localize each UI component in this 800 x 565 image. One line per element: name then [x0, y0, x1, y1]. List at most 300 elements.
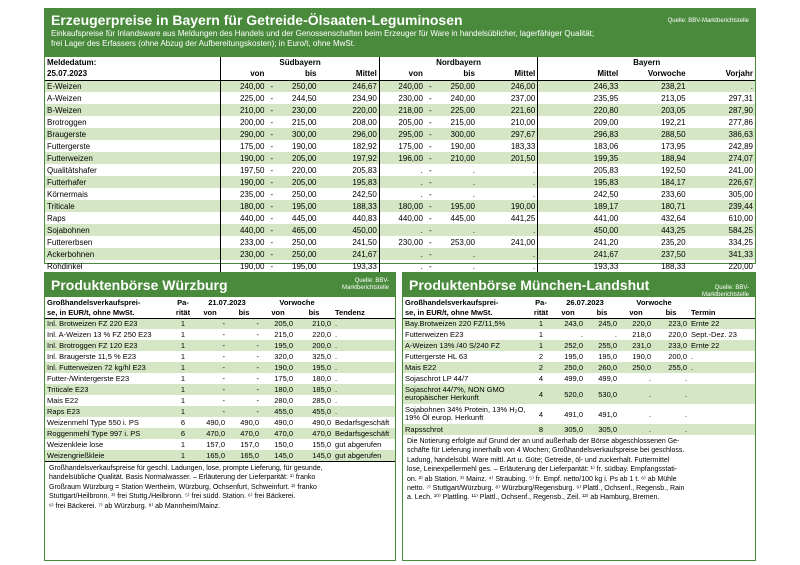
table-cell: 213,05: [661, 93, 686, 103]
table-cell: -: [428, 261, 432, 271]
table-cell: 195,83: [538, 176, 620, 188]
product-header: Großhandelsverkaufsprei-: [47, 297, 141, 307]
table-cell: 210,00: [221, 104, 267, 116]
product-name: Futterweizen E23: [405, 330, 464, 339]
table-cell: 238,21: [620, 80, 687, 92]
table-cell: 280,0: [274, 396, 294, 405]
table-cell: 250,00: [292, 237, 317, 247]
table-cell: 220,00: [319, 104, 380, 116]
table-cell: 470,0: [193, 428, 227, 439]
table-cell: 210,00: [436, 152, 477, 164]
table-cell: 1: [531, 340, 551, 351]
table-cell: -: [266, 128, 277, 140]
product-name: Mais E22: [403, 362, 531, 373]
table-cell: 470,0: [261, 428, 295, 439]
table-cell: 155,0: [312, 440, 332, 449]
col-header: Vorwoche: [647, 69, 686, 79]
table-cell: 223,0: [653, 318, 689, 329]
product-name: B-Weizen: [45, 104, 221, 116]
table-row: [45, 188, 755, 200]
table-cell: -: [266, 248, 277, 260]
product-name: Rohdinkel: [47, 261, 83, 271]
table-cell: 242,50: [352, 189, 377, 199]
table-cell: 450,00: [538, 224, 620, 236]
meldedatum-label: Meldedatum:: [47, 58, 97, 67]
table-cell: -: [428, 189, 432, 199]
table-cell: -: [270, 189, 274, 199]
table-cell: -: [227, 340, 261, 351]
table-cell: .: [436, 224, 477, 236]
col-header: bis: [463, 69, 475, 79]
table-cell: 193,33: [538, 260, 620, 272]
table-cell: 225,00: [436, 104, 477, 116]
table-cell: -: [266, 200, 277, 212]
table-cell: .: [614, 330, 618, 339]
table-cell: 208,00: [352, 117, 377, 127]
table-cell: -: [256, 396, 260, 405]
table-cell: 195,00: [277, 200, 318, 212]
table-cell: 241,50: [352, 237, 377, 247]
intro-line-2: frei Lager des Erfassers (ohne Abzug der Aufbereitungskosten); in Euro/t, ohne MwSt.: [51, 39, 356, 48]
table-cell: .: [379, 248, 425, 260]
table-cell: 440,83: [352, 213, 377, 223]
table-cell: 1: [180, 440, 186, 449]
table-row: [45, 212, 755, 224]
table-cell: 1: [180, 352, 186, 361]
product-name: Inl. A-Weizen 13 % FZ 250 E23: [47, 330, 152, 339]
note-line: Ladung, handelsübl. Ware mittl. Art u. Güte; Getreide, öl- und zuckerhalt. Futtermittel: [407, 456, 670, 464]
table-row: [45, 164, 755, 176]
table-cell: 183,33: [510, 141, 536, 151]
table-cell: -: [227, 318, 261, 329]
table-row: [403, 404, 755, 424]
table-cell: .: [333, 340, 395, 351]
table-cell: 386,63: [688, 128, 755, 140]
table-cell: 1: [180, 396, 186, 405]
table-cell: 220,0: [668, 330, 688, 339]
table-cell: 215,0: [274, 330, 294, 339]
table-cell: -: [266, 104, 277, 116]
table-cell: 490,0: [206, 418, 225, 427]
table-cell: 441,00: [538, 212, 620, 224]
table-cell: 165,0: [193, 450, 227, 461]
table-cell: -: [425, 128, 436, 140]
note-line: Großhandelsverkaufspreise für geschl. Ladungen, lose, prompte Lieferung, für gesunde,: [49, 465, 323, 472]
muenchen-notes: [403, 435, 755, 505]
table-cell: 210,0: [295, 318, 333, 329]
table-cell: .: [379, 224, 425, 236]
product-name: Inl. Brotroggen FZ 120 E23: [45, 340, 173, 351]
wuerzburg-notes: [45, 461, 395, 513]
bis-header: bis: [596, 307, 608, 317]
table-cell: 203,05: [620, 104, 687, 116]
table-cell: 1: [173, 318, 193, 329]
table-cell: .: [689, 362, 755, 373]
table-cell: .: [335, 396, 338, 405]
table-cell: -: [270, 117, 274, 127]
table-cell: 182,92: [352, 141, 377, 151]
table-cell: Bedarfsgeschäft: [335, 418, 390, 427]
table-row: [45, 450, 395, 461]
table-cell: -: [425, 104, 436, 116]
table-cell: .: [379, 188, 425, 200]
table-cell: -: [222, 374, 225, 383]
source-label: [342, 278, 389, 292]
table-row: [45, 395, 395, 406]
table-cell: -: [425, 152, 436, 164]
table-cell: 241,67: [319, 248, 380, 260]
table-cell: 470,0: [227, 428, 261, 439]
table-cell: 240,00: [221, 80, 267, 92]
wuerzburg-rows: [45, 318, 395, 461]
muenchen-table: [403, 297, 755, 435]
tendenz-header: Tendenz: [335, 307, 365, 317]
col-header: von: [221, 68, 267, 80]
table-cell: 465,00: [277, 224, 318, 236]
table-cell: 274,07: [688, 152, 755, 164]
table-cell: .: [580, 330, 583, 339]
product-name: A-Weizen 13% /40 S/240 FZ: [403, 340, 531, 351]
table-cell: 195,0: [564, 352, 583, 361]
termin-header: Termin: [691, 307, 716, 317]
wuerzburg-table: [45, 297, 395, 461]
table-cell: 220,80: [538, 104, 620, 116]
table-cell: 200,0: [668, 352, 688, 361]
source-label: Quelle: BBV-Marktberichtstelle: [667, 18, 749, 24]
table-cell: 205,00: [277, 176, 318, 188]
table-cell: 197,92: [319, 152, 380, 164]
table-cell: 246,00: [477, 80, 538, 92]
table-cell: 233,60: [661, 189, 686, 199]
table-cell: 499,0: [564, 374, 583, 383]
table-cell: 145,0: [261, 450, 295, 461]
erzeugerpreise-head: [45, 57, 755, 80]
table-row: [45, 362, 395, 373]
table-row: [45, 152, 755, 164]
table-cell: 440,00: [221, 212, 267, 224]
table-cell: -: [222, 396, 225, 405]
table-cell: 325,0: [312, 352, 332, 361]
table-cell: 2: [538, 352, 544, 361]
table-cell: 173,95: [661, 141, 686, 151]
table-cell: 226,67: [688, 176, 755, 188]
group-nordbayern: Nordbayern: [379, 57, 537, 68]
table-cell: .: [472, 261, 475, 271]
table-row: [45, 128, 755, 140]
table-cell: 225,00: [221, 92, 267, 104]
table-cell: .: [379, 176, 425, 188]
table-cell: 250,00: [277, 248, 318, 260]
table-cell: 6: [180, 418, 186, 427]
product-name: Braugerste: [45, 128, 221, 140]
source-line: Quelle: BBV-: [714, 285, 749, 291]
table-cell: 4: [538, 374, 544, 383]
table-row: [45, 224, 755, 236]
table-cell: 210,00: [510, 117, 536, 127]
col-header: Mittel: [538, 68, 620, 80]
table-cell: 470,0: [295, 428, 333, 439]
table-cell: 192,21: [661, 117, 686, 127]
table-cell: 205,83: [538, 164, 620, 176]
table-cell: 230,00: [379, 92, 425, 104]
table-cell: -: [270, 261, 274, 271]
table-cell: 215,00: [450, 117, 475, 127]
table-cell: .: [533, 189, 536, 199]
table-cell: 305,0: [551, 424, 585, 435]
table-row: [45, 406, 395, 417]
table-cell: .: [436, 248, 477, 260]
table-cell: -: [256, 374, 260, 383]
table-cell: 455,0: [261, 406, 295, 417]
table-cell: 296,83: [538, 128, 620, 140]
table-cell: 1: [173, 450, 193, 461]
note-line: Die Notierung erfolgte auf Grund der an und außerhalb der Börse abgeschlossenen Ge-: [407, 438, 680, 445]
table-cell: 490,0: [274, 418, 294, 427]
table-cell: 200,0: [295, 340, 333, 351]
table-cell: 185,0: [295, 384, 333, 395]
table-cell: 295,00: [379, 128, 425, 140]
table-cell: 445,00: [292, 213, 317, 223]
table-cell: 277,86: [728, 117, 753, 127]
product-name: E-Weizen: [45, 80, 221, 92]
date-header: 21.07.2023: [208, 297, 246, 307]
table-cell: 235,95: [538, 92, 620, 104]
table-cell: -: [193, 340, 227, 351]
table-cell: 195,00: [292, 261, 317, 271]
wuerzburg-title: Produktenbörse Würzburg: [51, 277, 228, 293]
table-row: [403, 329, 755, 340]
parity-header: Pa-: [535, 297, 547, 307]
table-cell: .: [619, 424, 653, 435]
table-cell: Bedarfsgeschäft: [333, 428, 395, 439]
product-name: Inl. Brotweizen FZ 220 E23: [45, 318, 173, 329]
von-header: von: [203, 307, 217, 317]
note-line: a. Lech. ¹⁰⁾ Plattling. ¹¹⁾ Plattl., Ochsenf., Regensb., Zeil. ¹²⁾ ab Hamburg, Bremen.: [407, 494, 660, 502]
table-cell: -: [425, 248, 436, 260]
table-cell: 297,67: [477, 128, 538, 140]
table-cell: 220,00: [728, 261, 753, 271]
product-name: A-Weizen: [47, 93, 82, 103]
product-header: se, in EUR/t, ohne MwSt.: [405, 307, 493, 317]
table-row: [45, 80, 755, 92]
table-cell: 205,0: [261, 318, 295, 329]
table-cell: 195,0: [261, 340, 295, 351]
table-cell: 190,00: [292, 141, 317, 151]
table-cell: 242,89: [728, 141, 753, 151]
table-cell: 190,00: [221, 176, 267, 188]
table-cell: 250,0: [619, 362, 653, 373]
table-cell: 297,31: [728, 93, 753, 103]
table-row: [45, 351, 395, 362]
table-cell: 180,00: [379, 200, 425, 212]
table-cell: 184,17: [620, 176, 687, 188]
table-cell: 250,0: [551, 362, 585, 373]
prev-header: Vorwoche: [636, 297, 672, 307]
table-cell: 192,50: [661, 165, 686, 175]
table-cell: -: [425, 224, 436, 236]
table-cell: 239,44: [688, 200, 755, 212]
table-cell: 190,0: [261, 362, 295, 373]
table-cell: Sept.-Dez. 23: [691, 330, 737, 339]
table-cell: -: [270, 93, 274, 103]
table-cell: 145,0: [295, 450, 333, 461]
table-cell: 234,90: [352, 93, 377, 103]
table-cell: .: [335, 330, 338, 339]
note-line: Stuttgart/Heilbronn. ³⁾ frei Stuttg./Heilbronn. ⁵⁾ frei südd. Station. ⁶⁾ frei Bäckerei.: [49, 493, 296, 501]
table-cell: 199,35: [538, 152, 620, 164]
table-cell: 245,0: [585, 318, 619, 329]
table-row: [403, 362, 755, 373]
erzeugerpreise-header: [45, 9, 755, 57]
product-name: Futtergerste HL 63: [405, 352, 468, 361]
table-cell: 188,33: [319, 200, 380, 212]
table-cell: 240,00: [450, 93, 475, 103]
table-cell: 240,00: [379, 80, 425, 92]
meldedatum-value: 25.07.2023: [47, 69, 88, 79]
table-cell: 520,0: [551, 384, 585, 404]
source-line: Marktberichtstelle: [341, 285, 389, 291]
table-cell: Ernte 22: [689, 318, 755, 329]
product-name: Futtergerste: [47, 141, 91, 151]
von-header: von: [271, 307, 285, 317]
table-cell: 157,0: [240, 440, 260, 449]
table-row: [45, 318, 395, 329]
table-cell: -: [193, 362, 227, 373]
table-cell: 233,0: [653, 340, 689, 351]
table-cell: -: [428, 213, 432, 223]
table-cell: 445,00: [450, 213, 475, 223]
product-name: Inl. Futterweizen 72 kg/hl E23: [45, 362, 173, 373]
table-cell: .: [333, 318, 395, 329]
product-name: Futtererbsen: [47, 237, 93, 247]
table-row: [45, 260, 755, 272]
table-cell: 190,00: [450, 141, 475, 151]
table-cell: -: [425, 80, 436, 92]
table-cell: .: [653, 424, 689, 435]
table-row: [45, 92, 755, 104]
note-line: netto. ⁷⁾ Stuttgart/Würzburg. ⁸⁾ Würzburg/Regensburg. ⁹⁾ Plattl., Ochsenf., Regensb., Rain: [407, 485, 685, 493]
table-cell: .: [648, 374, 652, 383]
table-cell: 584,25: [688, 224, 755, 236]
table-cell: 300,00: [277, 128, 318, 140]
table-cell: -: [266, 152, 277, 164]
table-row: [45, 140, 755, 152]
erzeugerpreise-rows: [45, 80, 755, 272]
table-row: [403, 373, 755, 384]
table-cell: 235,20: [661, 237, 686, 247]
product-name: Raps: [47, 213, 66, 223]
table-cell: -: [227, 406, 261, 417]
table-cell: .: [335, 374, 338, 383]
product-name: Ackerbohnen: [45, 248, 221, 260]
table-cell: 220,0: [619, 318, 653, 329]
table-cell: 190,00: [221, 260, 267, 272]
table-cell: -: [425, 200, 436, 212]
table-row: [45, 236, 755, 248]
table-cell: 490,0: [312, 418, 332, 427]
col-header: Vorjahr: [725, 69, 753, 79]
note-line: ⁶⁾ frei Bäckerei. ⁷⁾ ab Würzburg. ⁸⁾ ab Mannheim/Mainz.: [49, 502, 221, 510]
table-cell: -: [227, 362, 261, 373]
table-cell: 432,64: [661, 213, 686, 223]
erzeugerpreise-title: Erzeugerpreise in Bayern für Getreide-Ölsaaten-Leguminosen: [51, 12, 463, 28]
von-header: von: [561, 307, 575, 317]
table-cell: 221,60: [477, 104, 538, 116]
table-cell: 195,00: [436, 200, 477, 212]
table-cell: 6: [173, 428, 193, 439]
table-cell: .: [477, 176, 538, 188]
bis-header: bis: [665, 307, 677, 317]
table-cell: 230,00: [221, 248, 267, 260]
product-name: Futter-/Wintergerste E23: [47, 374, 130, 383]
table-cell: 490,0: [240, 418, 260, 427]
table-cell: 190,0: [632, 352, 652, 361]
table-cell: 1: [180, 374, 186, 383]
table-cell: -: [266, 176, 277, 188]
product-name: Brotroggen: [47, 117, 87, 127]
product-header: Großhandelsverkaufsprei-: [405, 297, 499, 307]
table-row: [45, 340, 395, 351]
erzeugerpreise-panel: [44, 8, 756, 271]
table-row: [45, 373, 395, 384]
table-cell: 243,0: [551, 318, 585, 329]
table-cell: Ernte 22: [689, 340, 755, 351]
muenchen-head: [403, 297, 755, 318]
table-cell: -: [222, 330, 225, 339]
table-cell: 241,00: [728, 165, 753, 175]
table-cell: 231,0: [619, 340, 653, 351]
intro-line-1: Einkaufspreise für Inlandsware aus Meldungen des Handels und der Genossenschaften beim Erzeuger für Ware in handelsüblicher, lagerfähiger Qualität;: [51, 29, 595, 38]
note-line: lose, Leinexpellermehl ges. – Erläuterung der Lieferparität: ¹⁾ fr. südbay. Empfangsstati-: [407, 466, 678, 474]
table-cell: [689, 373, 755, 384]
muenchen-rows: [403, 318, 755, 435]
col-header: von: [379, 68, 425, 80]
table-cell: 1: [173, 406, 193, 417]
table-cell: .: [379, 164, 425, 176]
table-row: [45, 417, 395, 428]
table-cell: -: [270, 213, 274, 223]
table-cell: .: [472, 165, 475, 175]
table-cell: 188,94: [620, 152, 687, 164]
table-cell: .: [379, 260, 425, 272]
table-cell: .: [648, 409, 652, 419]
source-label: [702, 285, 749, 299]
table-cell: .: [684, 374, 688, 383]
muenchen-panel: [402, 272, 756, 561]
table-cell: 241,00: [510, 237, 536, 247]
table-cell: 197,50: [221, 164, 267, 176]
table-cell: gut abgerufen: [333, 450, 395, 461]
table-cell: .: [472, 189, 475, 199]
table-cell: .: [653, 384, 689, 404]
table-row: [45, 116, 755, 128]
product-name: Rapsschrot: [403, 424, 531, 435]
table-cell: -: [256, 352, 260, 361]
table-cell: -: [193, 318, 227, 329]
table-cell: 300,00: [436, 128, 477, 140]
table-cell: 242,50: [538, 188, 620, 200]
table-cell: -: [428, 141, 432, 151]
product-name: Futterweizen: [45, 152, 221, 164]
bis-header: bis: [238, 307, 250, 317]
parity-header: rität: [175, 307, 191, 317]
table-cell: 241,67: [538, 248, 620, 260]
prev-header: Vorwoche: [279, 297, 315, 307]
table-cell: 1: [531, 318, 551, 329]
table-cell: 209,00: [538, 116, 620, 128]
table-cell: 4: [538, 409, 544, 419]
table-cell: 220,0: [312, 330, 332, 339]
